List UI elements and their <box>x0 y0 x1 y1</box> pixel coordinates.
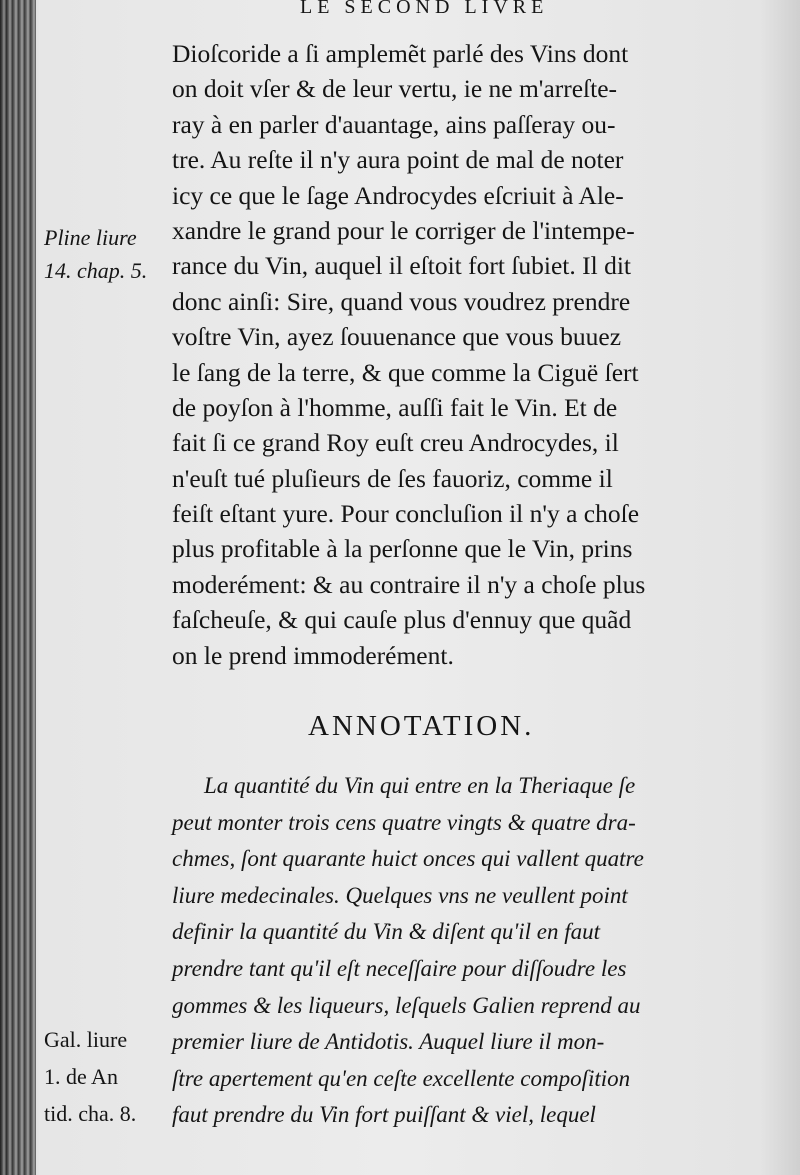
body-line: donc ainſi: Sire, quand vous voudrez prendre <box>172 286 631 316</box>
margin-note-galen <box>44 1021 136 1132</box>
margin-note-line: tid. cha. 8. <box>44 1101 137 1126</box>
annotation-line: peut monter trois cens quatre vingts & quatre dra- <box>172 809 636 835</box>
body-line: feiſt eſtant yure. Pour concluſion il n'y a choſe <box>172 499 640 529</box>
annotation-line: faut prendre du Vin fort puiſſant & viel, lequel <box>172 1102 596 1128</box>
annotation-paragraph <box>172 768 772 1134</box>
body-line: rance du Vin, auquel il eſtoit fort ſubiet. Il dit <box>172 251 632 281</box>
body-line: de poyſon à l'homme, auſſi fait le Vin. Et de <box>172 392 618 422</box>
margin-note-line: Pline liure <box>44 225 137 250</box>
annotation-line: La quantité du Vin qui entre en la Theriaque ſe <box>204 773 636 798</box>
margin-note-line: Gal. liure <box>44 1027 128 1052</box>
body-line: icy ce que le ſage Androcydes eſcriuit à Ale- <box>172 180 624 210</box>
body-line: faſcheuſe, & qui cauſe plus d'ennuy que quãd <box>172 605 632 635</box>
main-paragraph <box>172 36 772 673</box>
body-line: fait ſi ce grand Roy euſt creu Androcydes, il <box>172 428 619 458</box>
annotation-line: gommes & les liqueurs, leſquels Galien reprend au <box>172 992 641 1018</box>
margin-note-line: 1. de An <box>44 1064 118 1089</box>
annotation-line: prendre tant qu'il eſt neceſſaire pour diſſoudre les <box>172 955 627 981</box>
annotation-line: definir la quantité du Vin & diſent qu'il en faut <box>172 919 601 945</box>
body-line: Dioſcoride a ſi amplemẽt parlé des Vins dont <box>172 39 629 68</box>
body-line: xandre le grand pour le corriger de l'intempe- <box>172 215 635 245</box>
body-line: ray à en parler d'auantage, ains paſſeray ou- <box>172 109 616 139</box>
body-line: plus profitable à la perſonne que le Vin, prins <box>172 534 633 564</box>
body-line: on doit vſer & de leur vertu, ie ne m'arreſte- <box>172 74 618 104</box>
body-line: le ſang de la terre, & que comme la Ciguë ſert <box>172 357 639 387</box>
annotation-line: liure medecinales. Quelques vns ne veullent point <box>172 882 628 908</box>
margin-note-line: 14. chap. 5. <box>44 258 148 283</box>
running-head: LE SECOND LIVRE <box>300 0 549 18</box>
body-line: voſtre Vin, ayez ſouuenance que vous buuez <box>172 322 622 352</box>
annotation-line: premier liure de Antidotis. Auquel liure il mon- <box>172 1029 605 1055</box>
body-line: n'euſt tué pluſieurs de ſes fauoriz, comme il <box>172 463 613 493</box>
annotation-line: ſtre apertement qu'en ceſte excellente compoſition <box>172 1065 631 1091</box>
body-line: on le prend immoderément. <box>172 640 454 670</box>
annotation-line: chmes, ſont quarante huict onces qui vallent quatre <box>172 846 644 872</box>
margin-note-pliny <box>44 221 147 287</box>
body-line: moderément: & au contraire il n'y a choſe plus <box>172 569 646 599</box>
body-line: tre. Au reſte il n'y aura point de mal de noter <box>172 145 624 175</box>
section-heading: ANNOTATION. <box>308 710 535 742</box>
